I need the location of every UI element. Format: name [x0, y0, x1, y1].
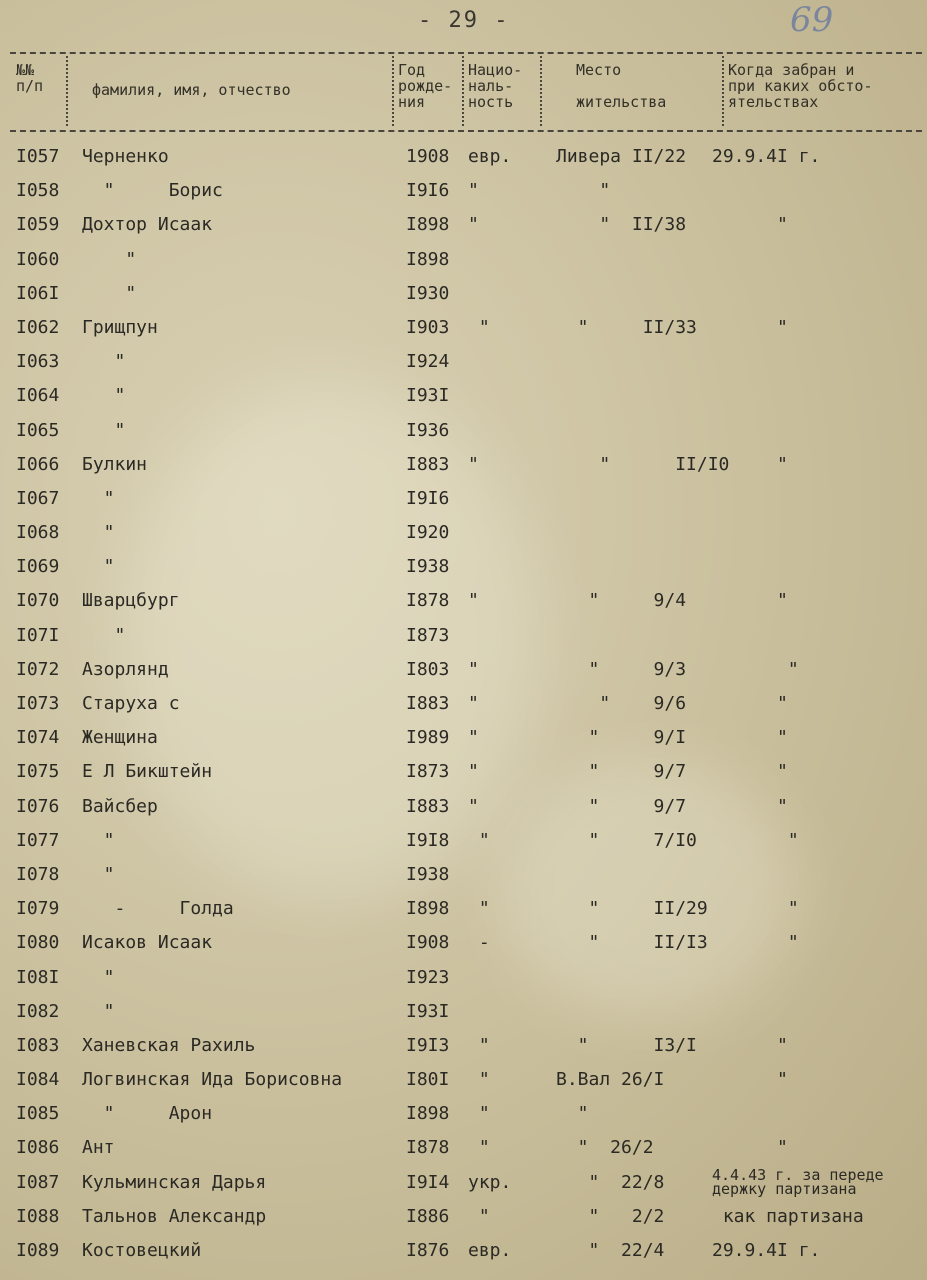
- table-row: [0, 1131, 927, 1165]
- person-name: Азорлянд: [82, 658, 169, 680]
- table-row: [0, 755, 927, 789]
- when-taken: ": [712, 898, 799, 920]
- nationality: ": [468, 1034, 490, 1056]
- birth-year: I873: [406, 761, 450, 783]
- residence: " II/I3: [556, 932, 708, 954]
- birth-year: 1908: [406, 146, 450, 167]
- nationality: ": [468, 1069, 490, 1091]
- nationality: евр.: [468, 146, 512, 167]
- table-row: [0, 1234, 927, 1268]
- nationality: ": [468, 316, 490, 338]
- birth-year: I908: [406, 932, 450, 954]
- birth-year: I920: [406, 522, 450, 544]
- residence: " I3/I: [556, 1034, 697, 1056]
- person-name: ": [82, 1000, 115, 1022]
- nationality: ": [468, 795, 479, 817]
- residence: " II/33: [556, 316, 697, 338]
- person-name: Тальнов Александр: [82, 1205, 267, 1227]
- person-name: ": [82, 556, 115, 578]
- nationality: ": [468, 693, 479, 714]
- residence: " 2/2: [556, 1205, 665, 1227]
- birth-year: I898: [406, 898, 450, 920]
- table-row: [0, 653, 927, 687]
- person-name: Логвинская Ида Борисовна: [82, 1069, 343, 1091]
- when-taken: ": [712, 1034, 788, 1056]
- nationality: ": [468, 590, 479, 612]
- table-row: [0, 721, 927, 755]
- birth-year: I883: [406, 453, 450, 475]
- record-number: I089: [16, 1240, 60, 1261]
- nationality: ": [468, 898, 490, 920]
- table-row: [0, 174, 927, 208]
- birth-year: I876: [406, 1240, 450, 1261]
- residence: Ливера II/22: [556, 146, 687, 167]
- birth-year: I9I3: [406, 1034, 450, 1056]
- residence: " 26/2: [556, 1137, 654, 1159]
- table-header: [10, 52, 922, 132]
- residence: " II/29: [556, 898, 708, 920]
- birth-year: I989: [406, 727, 450, 749]
- record-number: I087: [16, 1171, 60, 1193]
- table-row: [0, 961, 927, 995]
- record-number: I080: [16, 932, 60, 954]
- when-taken: ": [712, 316, 788, 338]
- nationality: ": [468, 453, 479, 475]
- record-number: I078: [16, 863, 60, 885]
- table-row: [0, 1200, 927, 1234]
- record-number: I070: [16, 590, 60, 612]
- birth-year: I873: [406, 624, 450, 646]
- person-name: Дохтор Исаак: [82, 214, 213, 236]
- header-when-taken: Когда забран и при каких обсто- ятельствах: [728, 61, 873, 111]
- birth-year: I898: [406, 214, 450, 236]
- person-name: ": [82, 248, 137, 270]
- nationality: ": [468, 727, 479, 749]
- header-nationality: Нацио- наль- ность: [468, 61, 523, 111]
- table-row: [0, 824, 927, 858]
- person-name: " Борис: [82, 180, 223, 202]
- header-separator: [722, 56, 724, 126]
- residence: ": [556, 1103, 589, 1125]
- table-row: [0, 1063, 927, 1097]
- header-number: №№ п/п: [16, 61, 44, 95]
- when-taken: ": [712, 590, 788, 612]
- header-birth-year: Год рожде- ния: [398, 61, 453, 111]
- nationality: ": [468, 658, 479, 680]
- residence: В.Вал 26/I: [556, 1069, 665, 1091]
- table-row: [0, 448, 927, 482]
- birth-year: I93I: [406, 1000, 450, 1022]
- table-row: [0, 243, 927, 277]
- person-name: Женщина: [82, 727, 158, 749]
- header-residence: Место жительства: [576, 61, 667, 111]
- table-row: [0, 277, 927, 311]
- record-number: I073: [16, 693, 60, 714]
- residence: " 9/7: [556, 795, 687, 817]
- table-row: [0, 1166, 927, 1200]
- table-row: [0, 311, 927, 345]
- record-number: I072: [16, 658, 60, 680]
- when-taken: ": [712, 453, 788, 475]
- header-separator: [66, 56, 68, 126]
- birth-year: I803: [406, 658, 450, 680]
- record-number: I088: [16, 1205, 60, 1227]
- residence: " II/I0: [556, 453, 730, 475]
- table-row: [0, 550, 927, 584]
- nationality: ": [468, 1103, 490, 1125]
- person-name: ": [82, 351, 126, 373]
- birth-year: I9I6: [406, 180, 450, 202]
- when-taken: ": [712, 795, 788, 817]
- table-row: [0, 379, 927, 413]
- table-row: [0, 892, 927, 926]
- header-separator: [462, 56, 464, 126]
- table-row: [0, 1029, 927, 1063]
- record-number: I06I: [16, 282, 60, 304]
- record-number: I067: [16, 487, 60, 509]
- birth-year: I80I: [406, 1069, 450, 1091]
- residence: " 7/I0: [556, 829, 697, 851]
- record-number: I064: [16, 385, 60, 407]
- when-taken: ": [712, 658, 799, 680]
- record-number: I074: [16, 727, 60, 749]
- person-name: Грищпун: [82, 316, 158, 338]
- when-taken: ": [712, 829, 799, 851]
- table-row: [0, 858, 927, 892]
- when-taken: ": [712, 761, 788, 783]
- record-number: I058: [16, 180, 60, 202]
- birth-year: I883: [406, 693, 450, 714]
- header-name: фамилия, имя, отчество: [92, 81, 291, 99]
- table-row: [0, 140, 927, 174]
- birth-year: I938: [406, 556, 450, 578]
- residence: " 9/4: [556, 590, 687, 612]
- table-row: [0, 516, 927, 550]
- birth-year: I930: [406, 282, 450, 304]
- person-name: ": [82, 522, 115, 544]
- record-number: I085: [16, 1103, 60, 1125]
- record-number: I066: [16, 453, 60, 475]
- person-name: Старуха с: [82, 693, 180, 714]
- person-name: Кульминская Дарья: [82, 1171, 267, 1193]
- residence: " 9/3: [556, 658, 687, 680]
- page-number: - 29 -: [418, 8, 510, 33]
- nationality: ": [468, 829, 490, 851]
- nationality: ": [468, 1137, 490, 1159]
- person-name: Булкин: [82, 453, 148, 475]
- when-taken: как партизана: [712, 1205, 864, 1227]
- residence: " 9/6: [556, 693, 687, 714]
- person-name: ": [82, 966, 115, 988]
- records-list: [0, 140, 927, 1268]
- nationality: ": [468, 180, 479, 202]
- when-taken: 29.9.4I г.: [712, 1240, 821, 1261]
- nationality: ": [468, 214, 479, 236]
- record-number: I083: [16, 1034, 60, 1056]
- birth-year: I936: [406, 419, 450, 441]
- record-number: I077: [16, 829, 60, 851]
- record-number: I069: [16, 556, 60, 578]
- header-separator: [540, 56, 542, 126]
- record-number: I079: [16, 898, 60, 920]
- record-number: I059: [16, 214, 60, 236]
- record-number: I08I: [16, 966, 60, 988]
- when-taken: ": [712, 1069, 788, 1091]
- birth-year: I903: [406, 316, 450, 338]
- table-row: [0, 687, 927, 721]
- when-taken: ": [712, 214, 788, 236]
- record-number: I063: [16, 351, 60, 373]
- residence: " 22/8: [556, 1171, 665, 1193]
- record-number: I068: [16, 522, 60, 544]
- table-row: [0, 345, 927, 379]
- person-name: Вайсбер: [82, 795, 158, 817]
- person-name: Ант: [82, 1137, 115, 1159]
- birth-year: I9I4: [406, 1171, 450, 1193]
- birth-year: I898: [406, 1103, 450, 1125]
- residence: " II/38: [556, 214, 687, 236]
- record-number: I057: [16, 146, 60, 167]
- residence: " 9/7: [556, 761, 687, 783]
- birth-year: I898: [406, 248, 450, 270]
- table-row: [0, 1097, 927, 1131]
- record-number: I086: [16, 1137, 60, 1159]
- nationality: укр.: [468, 1171, 512, 1193]
- record-number: I082: [16, 1000, 60, 1022]
- person-name: ": [82, 829, 115, 851]
- birth-year: I878: [406, 590, 450, 612]
- residence: " 9/I: [556, 727, 687, 749]
- header-separator: [392, 56, 394, 126]
- birth-year: I923: [406, 966, 450, 988]
- person-name: Шварцбург: [82, 590, 180, 612]
- person-name: Черненко: [82, 146, 169, 167]
- record-number: I07I: [16, 624, 60, 646]
- when-taken: ": [712, 932, 799, 954]
- nationality: -: [468, 932, 490, 954]
- record-number: I076: [16, 795, 60, 817]
- birth-year: I878: [406, 1137, 450, 1159]
- person-name: ": [82, 487, 115, 509]
- person-name: Костовецкий: [82, 1240, 202, 1261]
- table-row: [0, 790, 927, 824]
- record-number: I065: [16, 419, 60, 441]
- table-row: [0, 619, 927, 653]
- record-number: I075: [16, 761, 60, 783]
- birth-year: I924: [406, 351, 450, 373]
- birth-year: I938: [406, 863, 450, 885]
- when-taken: ": [712, 693, 788, 714]
- person-name: ": [82, 419, 126, 441]
- person-name: Е Л Бикштейн: [82, 761, 213, 783]
- when-taken: 4.4.43 г. за переде держку партизана: [712, 1165, 884, 1198]
- table-row: [0, 995, 927, 1029]
- birth-year: I886: [406, 1205, 450, 1227]
- table-row: [0, 482, 927, 516]
- person-name: Исаков Исаак: [82, 932, 213, 954]
- birth-year: I9I8: [406, 829, 450, 851]
- person-name: ": [82, 282, 137, 304]
- table-row: [0, 926, 927, 960]
- nationality: ": [468, 1205, 490, 1227]
- archive-page-mark: 69: [790, 0, 834, 40]
- person-name: - Голда: [82, 898, 234, 920]
- birth-year: I9I6: [406, 487, 450, 509]
- person-name: " Арон: [82, 1103, 213, 1125]
- table-row: [0, 584, 927, 618]
- birth-year: I93I: [406, 385, 450, 407]
- residence: ": [556, 180, 611, 202]
- table-row: [0, 414, 927, 448]
- when-taken: ": [712, 1137, 788, 1159]
- when-taken: 29.9.4I г.: [712, 146, 821, 167]
- record-number: I084: [16, 1069, 60, 1091]
- person-name: ": [82, 863, 115, 885]
- table-row: [0, 208, 927, 242]
- residence: " 22/4: [556, 1240, 665, 1261]
- person-name: ": [82, 385, 126, 407]
- person-name: Ханевская Рахиль: [82, 1034, 256, 1056]
- when-taken: ": [712, 727, 788, 749]
- nationality: ": [468, 761, 479, 783]
- nationality: евр.: [468, 1240, 512, 1261]
- person-name: ": [82, 624, 126, 646]
- record-number: I060: [16, 248, 60, 270]
- birth-year: I883: [406, 795, 450, 817]
- record-number: I062: [16, 316, 60, 338]
